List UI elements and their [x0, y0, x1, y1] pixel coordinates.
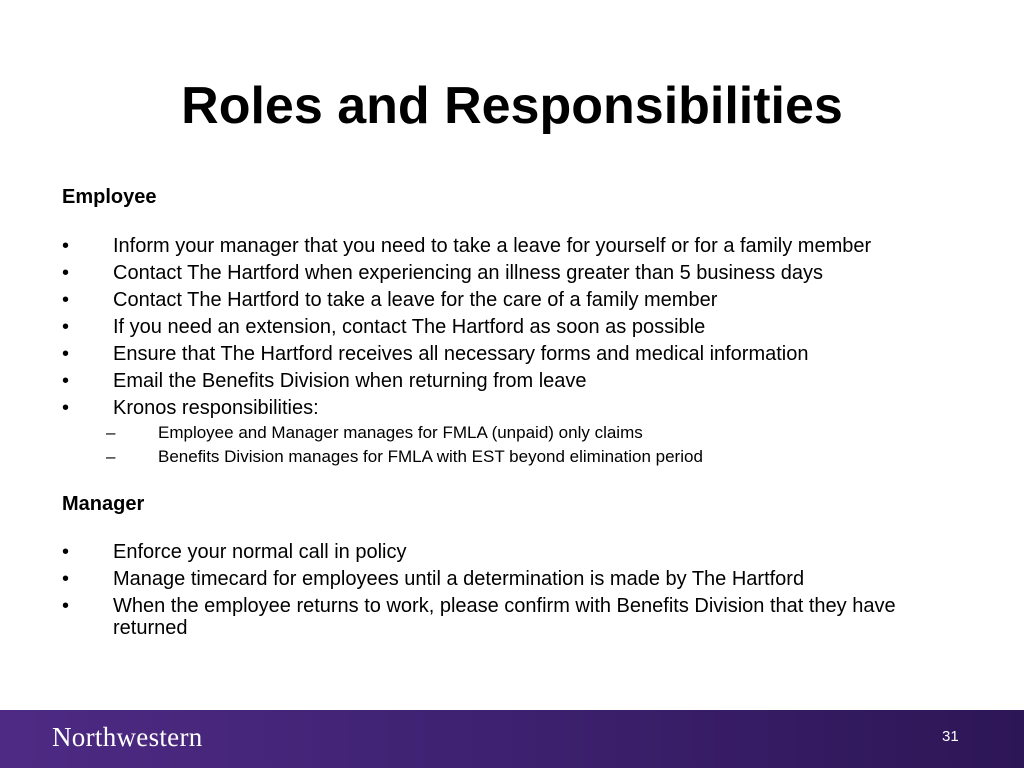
list-item-text: Inform your manager that you need to take a leave for yourself or for a family member [113, 235, 872, 257]
bullet-marker: • [62, 541, 70, 563]
bullet-marker: • [62, 397, 70, 419]
list-item-text: Kronos responsibilities: [113, 397, 319, 419]
manager-heading: Manager [62, 493, 145, 515]
list-item-text: Manage timecard for employees until a determination is made by The Hartford [113, 568, 805, 590]
list-item [62, 262, 962, 284]
dash-marker: – [106, 447, 116, 466]
sub-list-item-text: Employee and Manager manages for FMLA (unpaid) only claims [158, 423, 643, 442]
bullet-marker: • [62, 595, 70, 617]
list-item-text: If you need an extension, contact The Hartford as soon as possible [113, 316, 706, 338]
list-item [62, 370, 962, 392]
list-item [62, 316, 962, 338]
employee-heading: Employee [62, 186, 157, 208]
page-number: 31 [942, 728, 959, 745]
northwestern-logo: Northwestern [52, 722, 203, 752]
list-item [62, 235, 962, 257]
list-item [62, 397, 962, 419]
list-item [62, 595, 962, 639]
sub-list-item [62, 423, 962, 443]
list-item [62, 289, 962, 311]
list-item-text: Enforce your normal call in policy [113, 541, 407, 563]
sub-list-item [62, 447, 962, 467]
slide-content [62, 183, 962, 644]
footer-bar [0, 710, 1024, 768]
list-item-text: Email the Benefits Division when returning from leave [113, 370, 587, 392]
list-item-text: When the employee returns to work, please confirm with Benefits Division that they have returned [113, 595, 896, 639]
list-item-text: Contact The Hartford when experiencing an illness greater than 5 business days [113, 262, 824, 284]
slide-title: Roles and Responsibilities [181, 77, 843, 135]
bullet-marker: • [62, 343, 70, 365]
manager-list [62, 541, 962, 639]
list-item [62, 541, 962, 563]
employee-list [62, 235, 962, 467]
bullet-marker: • [62, 568, 70, 590]
list-item-text: Contact The Hartford to take a leave for the care of a family member [113, 289, 718, 311]
list-item-text: Ensure that The Hartford receives all necessary forms and medical information [113, 343, 809, 365]
dash-marker: – [106, 423, 116, 442]
bullet-marker: • [62, 262, 70, 284]
sub-list-item-text: Benefits Division manages for FMLA with EST beyond elimination period [158, 447, 703, 466]
list-item [62, 343, 962, 365]
bullet-marker: • [62, 370, 70, 392]
list-item [62, 568, 962, 590]
bullet-marker: • [62, 316, 70, 338]
bullet-marker: • [62, 235, 70, 257]
bullet-marker: • [62, 289, 70, 311]
